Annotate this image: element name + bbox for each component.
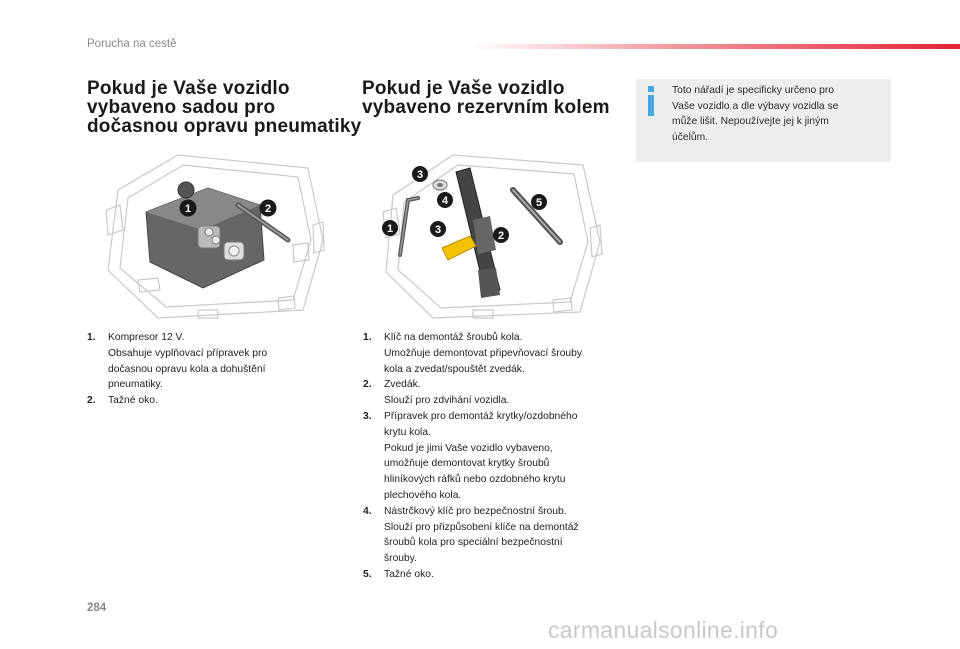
item-line: Nástrčkový klíč pro bezpečnostní šroub. — [384, 505, 567, 517]
item-line: Zvedák. — [384, 379, 421, 391]
watermark: carmanualsonline.info — [548, 617, 779, 643]
item-line: Obsahuje vyplňovací přípravek pro — [108, 347, 268, 359]
item-line: šroubů kola pro speciální bezpečnostní — [384, 537, 563, 549]
item-line: Slouží pro zdvihání vozidla. — [384, 395, 510, 407]
title-line: vybaveno rezervním kolem — [362, 97, 610, 118]
middle-section-title — [362, 79, 610, 117]
left-section-title — [87, 79, 361, 136]
callout-label: 1 — [184, 203, 192, 215]
item-line: pneumatiky. — [108, 379, 163, 391]
list-item — [363, 330, 623, 377]
callout-label: 5 — [535, 197, 543, 209]
item-line: Pokud je jimi Vaše vozidlo vybaveno, — [384, 442, 553, 454]
callout-label: 4 — [441, 195, 449, 207]
info-icon — [646, 86, 656, 116]
item-line: Přípravek pro demontáž krytky/ozdobného — [384, 410, 578, 422]
item-number: 5. — [363, 568, 372, 580]
item-number: 1. — [87, 332, 96, 343]
compressor-kit-illustration — [98, 150, 328, 320]
page-number: 284 — [87, 602, 107, 614]
item-number: 2. — [87, 395, 96, 407]
item-line: Tažné oko. — [108, 395, 158, 407]
callout-label: 2 — [497, 230, 505, 242]
info-line: Toto nářadí je specificky určeno pro — [672, 85, 834, 96]
callout-label: 2 — [264, 203, 272, 215]
item-number: 1. — [363, 332, 372, 343]
item-line: Kompresor 12 V. — [108, 332, 185, 343]
item-line: Umožňuje demontovat připevňovací šrouby — [384, 347, 583, 359]
spare-wheel-tools-illustration — [378, 150, 608, 320]
item-line: Tažné oko. — [384, 568, 434, 580]
title-line: Pokud je Vaše vozidlo — [87, 78, 290, 99]
info-text — [672, 83, 882, 145]
item-line: umožňuje demontovat krytky šroubů — [384, 458, 550, 470]
item-line: hliníkových ráfků nebo ozdobného krytu — [384, 474, 566, 486]
section-header: Porucha na cestě — [87, 38, 177, 50]
callout-label: 1 — [386, 223, 394, 235]
title-line: Pokud je Vaše vozidlo — [362, 78, 565, 99]
info-line: může lišit. Nepoužívejte jej k jiným — [672, 116, 829, 127]
list-item — [87, 330, 317, 393]
list-item — [363, 377, 623, 409]
info-line: Vaše vozidlo a dle výbavy vozidla se — [672, 100, 839, 112]
info-box — [636, 79, 891, 162]
item-line: dočasnou opravu kola a dohuštění — [108, 363, 266, 375]
list-item — [363, 409, 623, 504]
item-number: 3. — [363, 410, 372, 422]
item-line: kola a zvedat/spouštět zvedák. — [384, 363, 525, 375]
item-number: 2. — [363, 379, 372, 391]
title-line: dočasnou opravu pneumatiky — [87, 116, 362, 137]
callout-label: 3 — [416, 169, 424, 181]
list-item — [87, 393, 317, 409]
list-item — [363, 504, 623, 567]
callout-label: 3 — [434, 224, 442, 236]
item-number: 4. — [363, 505, 372, 517]
item-line: plechového kola. — [384, 489, 462, 501]
item-line: Slouží pro přizpůsobení klíče na demontáž — [384, 521, 579, 533]
info-line: účelům. — [672, 131, 709, 143]
header-accent-bar — [470, 44, 960, 49]
list-item — [363, 567, 623, 583]
left-item-list — [87, 330, 317, 409]
item-line: krytu kola. — [384, 426, 431, 438]
title-line: vybaveno sadou pro — [87, 97, 276, 118]
item-line: Klíč na demontáž šroubů kola. — [384, 332, 523, 343]
middle-item-list — [363, 330, 623, 583]
item-line: šrouby. — [384, 553, 418, 565]
